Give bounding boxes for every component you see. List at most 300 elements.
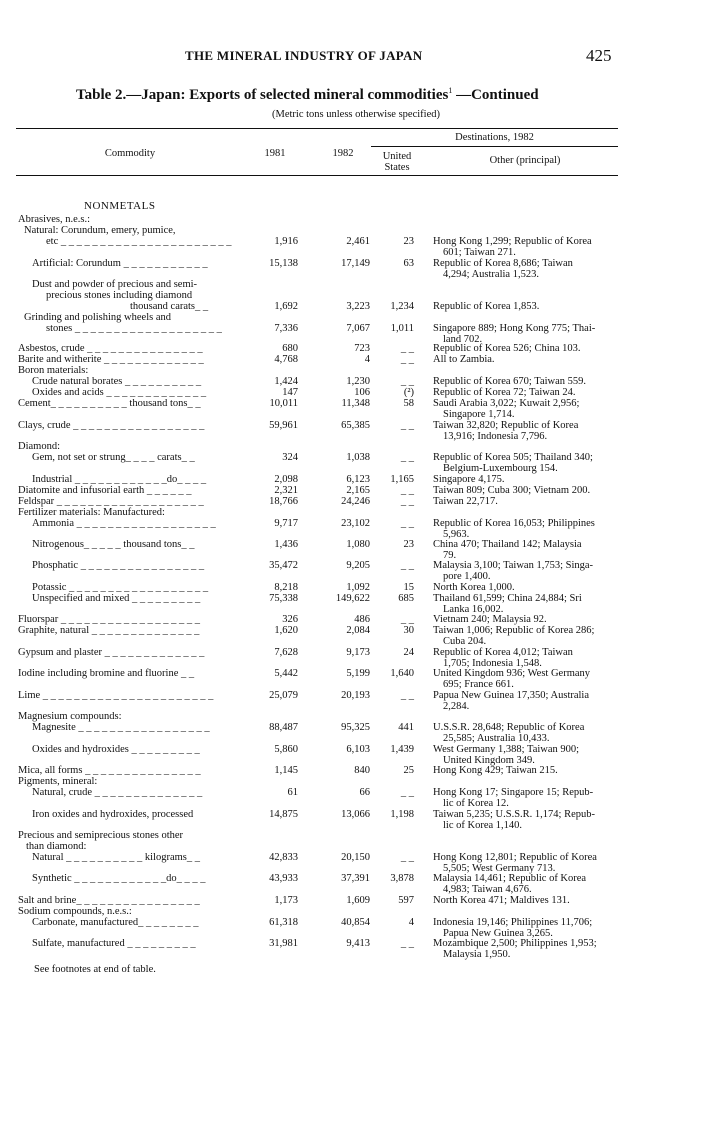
destination-line: Saudi Arabia 3,022; Kuwait 2,956; [433, 398, 580, 409]
destination-line: Republic of Korea 8,686; Taiwan [433, 258, 573, 269]
value-1982: 2,461 [346, 236, 370, 247]
commodity-cell [0, 744, 232, 755]
value-1982: 65,385 [341, 420, 370, 431]
commodity-label: Mica, all forms _ _ _ _ _ _ _ _ _ _ _ _ _ _ _ [18, 765, 201, 776]
value-1981: 1,145 [274, 765, 298, 776]
commodity-cell [0, 787, 232, 798]
commodity-cell [0, 474, 232, 485]
destination-line: North Korea 471; Maldives 131. [433, 895, 570, 906]
destinations-rule [371, 146, 618, 147]
table-title-suffix: —Continued [452, 87, 539, 103]
commodity-label: Lime _ _ _ _ _ _ _ _ _ _ _ _ _ _ _ _ _ _ _ _ _ _ [18, 690, 214, 701]
other-destinations [433, 917, 623, 939]
value-united-states: _ _ [400, 420, 414, 431]
value-1982: 4 [364, 354, 370, 365]
commodity-cell [0, 722, 232, 733]
destination-line: 79. [443, 550, 457, 561]
other-destinations [433, 765, 623, 776]
destination-line: 4,983; Taiwan 4,676. [443, 884, 532, 895]
commodity-label: Natural: Corundum, emery, pumice, [24, 225, 176, 236]
value-1982: 5,199 [346, 668, 370, 679]
value-1982: 95,325 [341, 722, 370, 733]
commodity-cell [0, 830, 232, 852]
commodity-cell [0, 343, 232, 354]
value-1981: 59,961 [269, 420, 298, 431]
commodity-cell [0, 376, 232, 387]
commodity-label: Barite and witherite _ _ _ _ _ _ _ _ _ _ _ _ _ [18, 354, 204, 365]
destination-line: Indonesia 19,146; Philippines 11,706; [433, 917, 593, 928]
value-1982: 6,123 [346, 474, 370, 485]
other-destinations [433, 625, 623, 647]
destination-line: U.S.S.R. 28,648; Republic of Korea [433, 722, 585, 733]
commodity-label: Sulfate, manufactured _ _ _ _ _ _ _ _ _ [32, 938, 196, 949]
commodity-cell [0, 279, 232, 312]
other-destinations [433, 647, 623, 669]
value-1982: 7,067 [346, 323, 370, 334]
destination-line: 13,916; Indonesia 7,796. [443, 431, 548, 442]
value-united-states: 15 [403, 582, 414, 593]
commodity-label: Salt and brine_ _ _ _ _ _ _ _ _ _ _ _ _ _ _ _ [18, 895, 200, 906]
commodity-label: precious stones including diamond [46, 290, 193, 301]
commodity-cell [0, 582, 232, 593]
value-united-states: 4 [408, 917, 414, 928]
other-destinations [433, 744, 623, 766]
value-1982: 1,038 [346, 452, 370, 463]
value-1981: 5,860 [274, 744, 298, 755]
other-destinations [433, 852, 623, 874]
commodity-cell [0, 614, 232, 625]
value-united-states: 63 [403, 258, 414, 269]
value-1982: 13,066 [341, 809, 370, 820]
commodity-cell [0, 398, 232, 409]
value-1981: 1,692 [274, 301, 298, 312]
other-destinations [433, 474, 623, 485]
value-1981: 147 [282, 387, 298, 398]
running-title: THE MINERAL INDUSTRY OF JAPAN [185, 48, 423, 63]
value-1981: 75,338 [269, 593, 298, 604]
value-1982: 2,165 [346, 485, 370, 496]
destination-line: Malaysia 3,100; Taiwan 1,753; Singa- [433, 560, 594, 571]
value-united-states: _ _ [400, 852, 414, 863]
other-destinations [433, 496, 623, 507]
destination-line: Malaysia 1,950. [443, 949, 511, 960]
commodity-label: Fertilizer materials: Manufactured: [18, 507, 165, 518]
commodity-cell [0, 690, 232, 701]
commodity-cell [0, 312, 232, 334]
commodity-label: Asbestos, crude _ _ _ _ _ _ _ _ _ _ _ _ _ _ _ [18, 343, 203, 354]
other-destinations [433, 387, 623, 398]
commodity-label: Iron oxides and hydroxides, processed [32, 809, 194, 820]
commodity-cell [0, 765, 232, 776]
header-1982: 1982 [332, 148, 354, 159]
commodity-cell [0, 518, 232, 529]
destination-line: Malaysia 14,461; Republic of Korea [433, 873, 587, 884]
other-destinations [433, 258, 623, 280]
value-united-states: _ _ [400, 376, 414, 387]
value-united-states: 1,011 [390, 323, 414, 334]
commodity-label: Potassic _ _ _ _ _ _ _ _ _ _ _ _ _ _ _ _ _ _ [32, 582, 209, 593]
value-1981: 680 [282, 343, 298, 354]
other-destinations [433, 593, 623, 615]
commodity-cell [0, 214, 232, 225]
destination-line: United Kingdom 349. [443, 755, 535, 766]
commodity-label: Diamond: [18, 441, 60, 452]
header-1981: 1981 [264, 148, 286, 159]
commodity-cell [0, 647, 232, 658]
value-1981: 8,218 [274, 582, 298, 593]
value-united-states: _ _ [400, 452, 414, 463]
commodity-cell [0, 539, 232, 550]
value-united-states: _ _ [400, 485, 414, 496]
destination-line: 2,284. [443, 701, 470, 712]
value-1982: 40,854 [341, 917, 370, 928]
value-1982: 9,173 [346, 647, 370, 658]
value-1982: 486 [354, 614, 370, 625]
value-1982: 20,193 [341, 690, 370, 701]
commodity-label: Unspecified and mixed _ _ _ _ _ _ _ _ _ [32, 593, 201, 604]
commodity-cell [0, 711, 232, 722]
value-1982: 723 [354, 343, 370, 354]
commodity-label: Artificial: Corundum _ _ _ _ _ _ _ _ _ _ _ [32, 258, 208, 269]
commodity-cell [0, 593, 232, 604]
value-1981: 9,717 [274, 518, 298, 529]
value-1981: 42,833 [269, 852, 298, 863]
commodity-label: Magnesium compounds: [18, 711, 122, 722]
header-united-states [372, 151, 422, 173]
destination-line: 4,294; Australia 1,523. [443, 269, 539, 280]
commodity-cell [0, 668, 232, 679]
other-destinations [433, 420, 623, 442]
commodity-label: Natural, crude _ _ _ _ _ _ _ _ _ _ _ _ _ _ [32, 787, 203, 798]
value-united-states: 30 [403, 625, 414, 636]
commodity-label: Natural _ _ _ _ _ _ _ _ _ _ kilograms_ _ [32, 852, 200, 863]
destination-line: Lanka 16,002. [443, 604, 504, 615]
value-1982: 37,391 [341, 873, 370, 884]
commodity-label: Phosphatic _ _ _ _ _ _ _ _ _ _ _ _ _ _ _ _ [32, 560, 205, 571]
value-united-states: _ _ [400, 496, 414, 507]
section-heading: NONMETALS [84, 200, 156, 212]
commodity-label: Grinding and polishing wheels and [24, 312, 171, 323]
commodity-cell [0, 917, 232, 928]
destination-line: Singapore 889; Hong Kong 775; Thai- [433, 323, 596, 334]
other-destinations [433, 354, 623, 365]
destination-line: 5,505; West Germany 713. [443, 863, 556, 874]
destination-line: All to Zambia. [433, 354, 495, 365]
commodity-label: Feldspar _ _ _ _ _ _ _ _ _ _ _ _ _ _ _ _ _ _ _ [18, 496, 204, 507]
commodity-label: Boron materials: [18, 365, 89, 376]
other-destinations [433, 560, 623, 582]
commodity-label: Abrasives, n.e.s.: [18, 214, 91, 225]
commodity-cell [0, 225, 232, 247]
commodity-label: Gypsum and plaster _ _ _ _ _ _ _ _ _ _ _ _ _ [18, 647, 205, 658]
commodity-label: Cement_ _ _ _ _ _ _ _ _ _ thousand tons_ _ [18, 398, 201, 409]
commodity-cell [0, 873, 232, 884]
commodity-label: Dust and powder of precious and semi- [32, 279, 198, 290]
value-united-states: 1,439 [390, 744, 414, 755]
value-united-states: _ _ [400, 614, 414, 625]
commodity-cell [0, 625, 232, 636]
commodity-label: than diamond: [26, 841, 87, 852]
destination-line: Papua New Guinea 17,350; Australia [433, 690, 590, 701]
value-1981: 5,442 [274, 668, 298, 679]
running-head [0, 44, 712, 68]
destination-line: Republic of Korea 16,053; Philippines [433, 518, 595, 529]
destination-line: Thailand 61,599; China 24,884; Sri [433, 593, 582, 604]
destination-line: North Korea 1,000. [433, 582, 515, 593]
value-united-states: 3,878 [390, 873, 414, 884]
destination-line: lic of Korea 1,140. [443, 820, 523, 831]
destination-line: 25,585; Australia 10,433. [443, 733, 550, 744]
value-1982: 66 [359, 787, 370, 798]
destination-line: land 702. [443, 334, 483, 345]
commodity-cell [0, 354, 232, 365]
header-bottom-rule [16, 175, 618, 176]
commodity-cell [0, 852, 232, 863]
commodity-label: Ammonia _ _ _ _ _ _ _ _ _ _ _ _ _ _ _ _ _ _ [32, 518, 216, 529]
value-united-states: _ _ [400, 690, 414, 701]
other-destinations [433, 873, 623, 895]
value-united-states: _ _ [400, 787, 414, 798]
commodity-label: Precious and semiprecious stones other [18, 830, 184, 841]
value-1981: 326 [282, 614, 298, 625]
destination-line: Belgium-Luxembourg 154. [443, 463, 558, 474]
destination-line: lic of Korea 12. [443, 798, 509, 809]
other-destinations [433, 722, 623, 744]
value-1981: 7,628 [274, 647, 298, 658]
value-1981: 14,875 [269, 809, 298, 820]
value-1981: 4,768 [274, 354, 298, 365]
footnote-note: See footnotes at end of table. [34, 964, 156, 975]
destination-line: Hong Kong 12,801; Republic of Korea [433, 852, 597, 863]
value-1982: 6,103 [346, 744, 370, 755]
value-1981: 25,079 [269, 690, 298, 701]
commodity-label: thousand carats_ _ [130, 301, 209, 312]
commodity-cell [0, 258, 232, 269]
value-1981: 18,766 [269, 496, 298, 507]
value-1981: 88,487 [269, 722, 298, 733]
destination-line: Taiwan 32,820; Republic of Korea [433, 420, 579, 431]
value-united-states: 1,198 [390, 809, 414, 820]
other-destinations [433, 614, 623, 625]
destination-line: Republic of Korea 670; Taiwan 559. [433, 376, 587, 387]
commodity-cell [0, 452, 232, 463]
value-united-states: 58 [403, 398, 414, 409]
destination-line: Papua New Guinea 3,265. [443, 928, 553, 939]
destination-line: Taiwan 22,717. [433, 496, 498, 507]
destination-line: 5,963. [443, 529, 470, 540]
commodity-label: Carbonate, manufactured_ _ _ _ _ _ _ _ [32, 917, 199, 928]
destination-line: Hong Kong 429; Taiwan 215. [433, 765, 558, 776]
value-united-states: 1,234 [390, 301, 414, 312]
value-1982: 840 [354, 765, 370, 776]
commodity-cell [0, 387, 232, 398]
value-united-states: 597 [398, 895, 414, 906]
destination-line: 601; Taiwan 271. [443, 247, 516, 258]
destination-line: Hong Kong 1,299; Republic of Korea [433, 236, 592, 247]
commodity-label: Diatomite and infusorial earth _ _ _ _ _ _ [18, 485, 192, 496]
value-united-states: 23 [403, 539, 414, 550]
value-united-states: _ _ [400, 560, 414, 571]
value-1981: 15,138 [269, 258, 298, 269]
commodity-label: Clays, crude _ _ _ _ _ _ _ _ _ _ _ _ _ _ _ _ _ [18, 420, 205, 431]
value-1981: 2,321 [274, 485, 298, 496]
value-1981: 1,436 [274, 539, 298, 550]
destination-line: 695; France 661. [443, 679, 514, 690]
header-top-rule [16, 128, 618, 129]
commodity-cell [0, 895, 232, 906]
destination-line: Republic of Korea 4,012; Taiwan [433, 647, 573, 658]
destination-line: Taiwan 1,006; Republic of Korea 286; [433, 625, 595, 636]
value-united-states: 1,640 [390, 668, 414, 679]
destination-line: Singapore 1,714. [443, 409, 515, 420]
other-destinations [433, 809, 623, 831]
commodity-label: etc _ _ _ _ _ _ _ _ _ _ _ _ _ _ _ _ _ _ _ _ _ _ [46, 236, 232, 247]
header-commodity: Commodity [104, 148, 156, 159]
commodity-cell [0, 776, 232, 787]
destination-line: Taiwan 809; Cuba 300; Vietnam 200. [433, 485, 591, 496]
value-1981: 61,318 [269, 917, 298, 928]
table-title-footnote-mark: 1 [448, 86, 453, 95]
commodity-label: stones _ _ _ _ _ _ _ _ _ _ _ _ _ _ _ _ _ _ _ [46, 323, 222, 334]
value-united-states: _ _ [400, 938, 414, 949]
destination-line: pore 1,400. [443, 571, 491, 582]
value-1982: 149,622 [335, 593, 370, 604]
commodity-label: Iodine including bromine and fluorine _ _ [18, 668, 195, 679]
value-united-states: _ _ [400, 343, 414, 354]
value-1982: 9,205 [346, 560, 370, 571]
value-1982: 3,223 [346, 301, 370, 312]
destination-line: China 470; Thailand 142; Malaysia [433, 539, 582, 550]
destination-line: Republic of Korea 505; Thailand 340; [433, 452, 593, 463]
value-united-states: 25 [403, 765, 414, 776]
other-destinations [433, 452, 623, 474]
destination-line: Republic of Korea 526; China 103. [433, 343, 581, 354]
value-1981: 35,472 [269, 560, 298, 571]
value-1981: 61 [287, 787, 298, 798]
value-united-states: 24 [403, 647, 414, 658]
value-1982: 1,080 [346, 539, 370, 550]
destination-line: Singapore 4,175. [433, 474, 505, 485]
commodity-cell [0, 507, 232, 518]
other-destinations [433, 518, 623, 540]
commodity-label: Sodium compounds, n.e.s.: [18, 906, 132, 917]
commodity-cell [0, 496, 232, 507]
commodity-label: Magnesite _ _ _ _ _ _ _ _ _ _ _ _ _ _ _ _ _ [32, 722, 210, 733]
value-1981: 1,424 [274, 376, 298, 387]
destination-line: Republic of Korea 72; Taiwan 24. [433, 387, 576, 398]
other-destinations [433, 236, 623, 258]
value-1981: 324 [282, 452, 298, 463]
commodity-label: Pigments, mineral: [18, 776, 98, 787]
other-destinations [433, 938, 623, 960]
other-destinations [433, 787, 623, 809]
commodity-cell [0, 420, 232, 431]
commodity-label: Fluorspar _ _ _ _ _ _ _ _ _ _ _ _ _ _ _ _ _ _ [18, 614, 200, 625]
destination-line: Taiwan 5,235; U.S.S.R. 1,174; Repub- [433, 809, 596, 820]
other-destinations [433, 539, 623, 561]
value-1981: 1,916 [274, 236, 298, 247]
value-1982: 1,092 [346, 582, 370, 593]
value-1981: 2,098 [274, 474, 298, 485]
commodity-label: Oxides and hydroxides _ _ _ _ _ _ _ _ _ [32, 744, 200, 755]
value-1982: 1,230 [346, 376, 370, 387]
destination-line: Cuba 204. [443, 636, 487, 647]
value-1982: 106 [354, 387, 370, 398]
value-1981: 1,620 [274, 625, 298, 636]
value-1982: 11,348 [341, 398, 370, 409]
other-destinations [433, 485, 623, 496]
other-destinations [433, 301, 623, 312]
destination-line: Republic of Korea 1,853. [433, 301, 540, 312]
commodity-label: Oxides and acids _ _ _ _ _ _ _ _ _ _ _ _ _ [32, 387, 207, 398]
header-united-states-line-1: United [382, 151, 412, 162]
commodity-label: Nitrogenous_ _ _ _ _ thousand tons_ _ [32, 539, 195, 550]
destination-line: Mozambique 2,500; Philippines 1,953; [433, 938, 597, 949]
table-title [76, 86, 539, 104]
header-united-states-line-2: States [384, 162, 410, 173]
commodity-label: Crude natural borates _ _ _ _ _ _ _ _ _ _ [32, 376, 202, 387]
other-destinations [433, 376, 623, 387]
other-destinations [433, 343, 623, 354]
commodity-label: Graphite, natural _ _ _ _ _ _ _ _ _ _ _ _ _ _ [18, 625, 200, 636]
value-1982: 20,150 [341, 852, 370, 863]
value-united-states: 685 [398, 593, 414, 604]
commodity-cell [0, 938, 232, 949]
commodity-label: Gem, not set or strung_ _ _ _ carats_ _ [32, 452, 195, 463]
destination-line: West Germany 1,388; Taiwan 900; [433, 744, 580, 755]
value-1982: 2,084 [346, 625, 370, 636]
value-united-states: 441 [398, 722, 414, 733]
other-destinations [433, 895, 623, 906]
value-1981: 43,933 [269, 873, 298, 884]
page-number: 425 [586, 46, 612, 65]
value-united-states: 1,165 [390, 474, 414, 485]
commodity-cell [0, 441, 232, 452]
commodity-cell [0, 906, 232, 917]
destination-line: United Kingdom 936; West Germany [433, 668, 591, 679]
destination-line: 1,705; Indonesia 1,548. [443, 658, 542, 669]
value-1982: 23,102 [341, 518, 370, 529]
table-subtitle: (Metric tons unless otherwise specified) [272, 109, 440, 120]
value-1981: 31,981 [269, 938, 298, 949]
other-destinations [433, 582, 623, 593]
commodity-label: Synthetic _ _ _ _ _ _ _ _ _ _ _ _do_ _ _ _ [32, 873, 206, 884]
other-destinations [433, 323, 623, 345]
value-united-states: _ _ [400, 518, 414, 529]
header-other-principal: Other (principal) [489, 155, 561, 166]
destination-line: Hong Kong 17; Singapore 15; Repub- [433, 787, 594, 798]
other-destinations [433, 668, 623, 690]
table-title-text: Table 2.—Japan: Exports of selected mineral commodities [76, 87, 449, 103]
value-1981: 7,336 [274, 323, 298, 334]
commodity-label: Industrial _ _ _ _ _ _ _ _ _ _ _ _do_ _ _ _ [32, 474, 207, 485]
value-united-states: (²) [403, 387, 414, 398]
value-1981: 10,011 [269, 398, 298, 409]
other-destinations [433, 398, 623, 420]
value-1982: 17,149 [341, 258, 370, 269]
value-united-states: _ _ [400, 354, 414, 365]
other-destinations [433, 690, 623, 712]
value-1982: 24,246 [341, 496, 370, 507]
value-1981: 1,173 [274, 895, 298, 906]
destination-line: Vietnam 240; Malaysia 92. [433, 614, 547, 625]
header-destinations: Destinations, 1982 [455, 132, 534, 143]
commodity-cell [0, 485, 232, 496]
value-united-states: 23 [403, 236, 414, 247]
commodity-cell [0, 365, 232, 376]
value-1982: 1,609 [346, 895, 370, 906]
value-1982: 9,413 [346, 938, 370, 949]
